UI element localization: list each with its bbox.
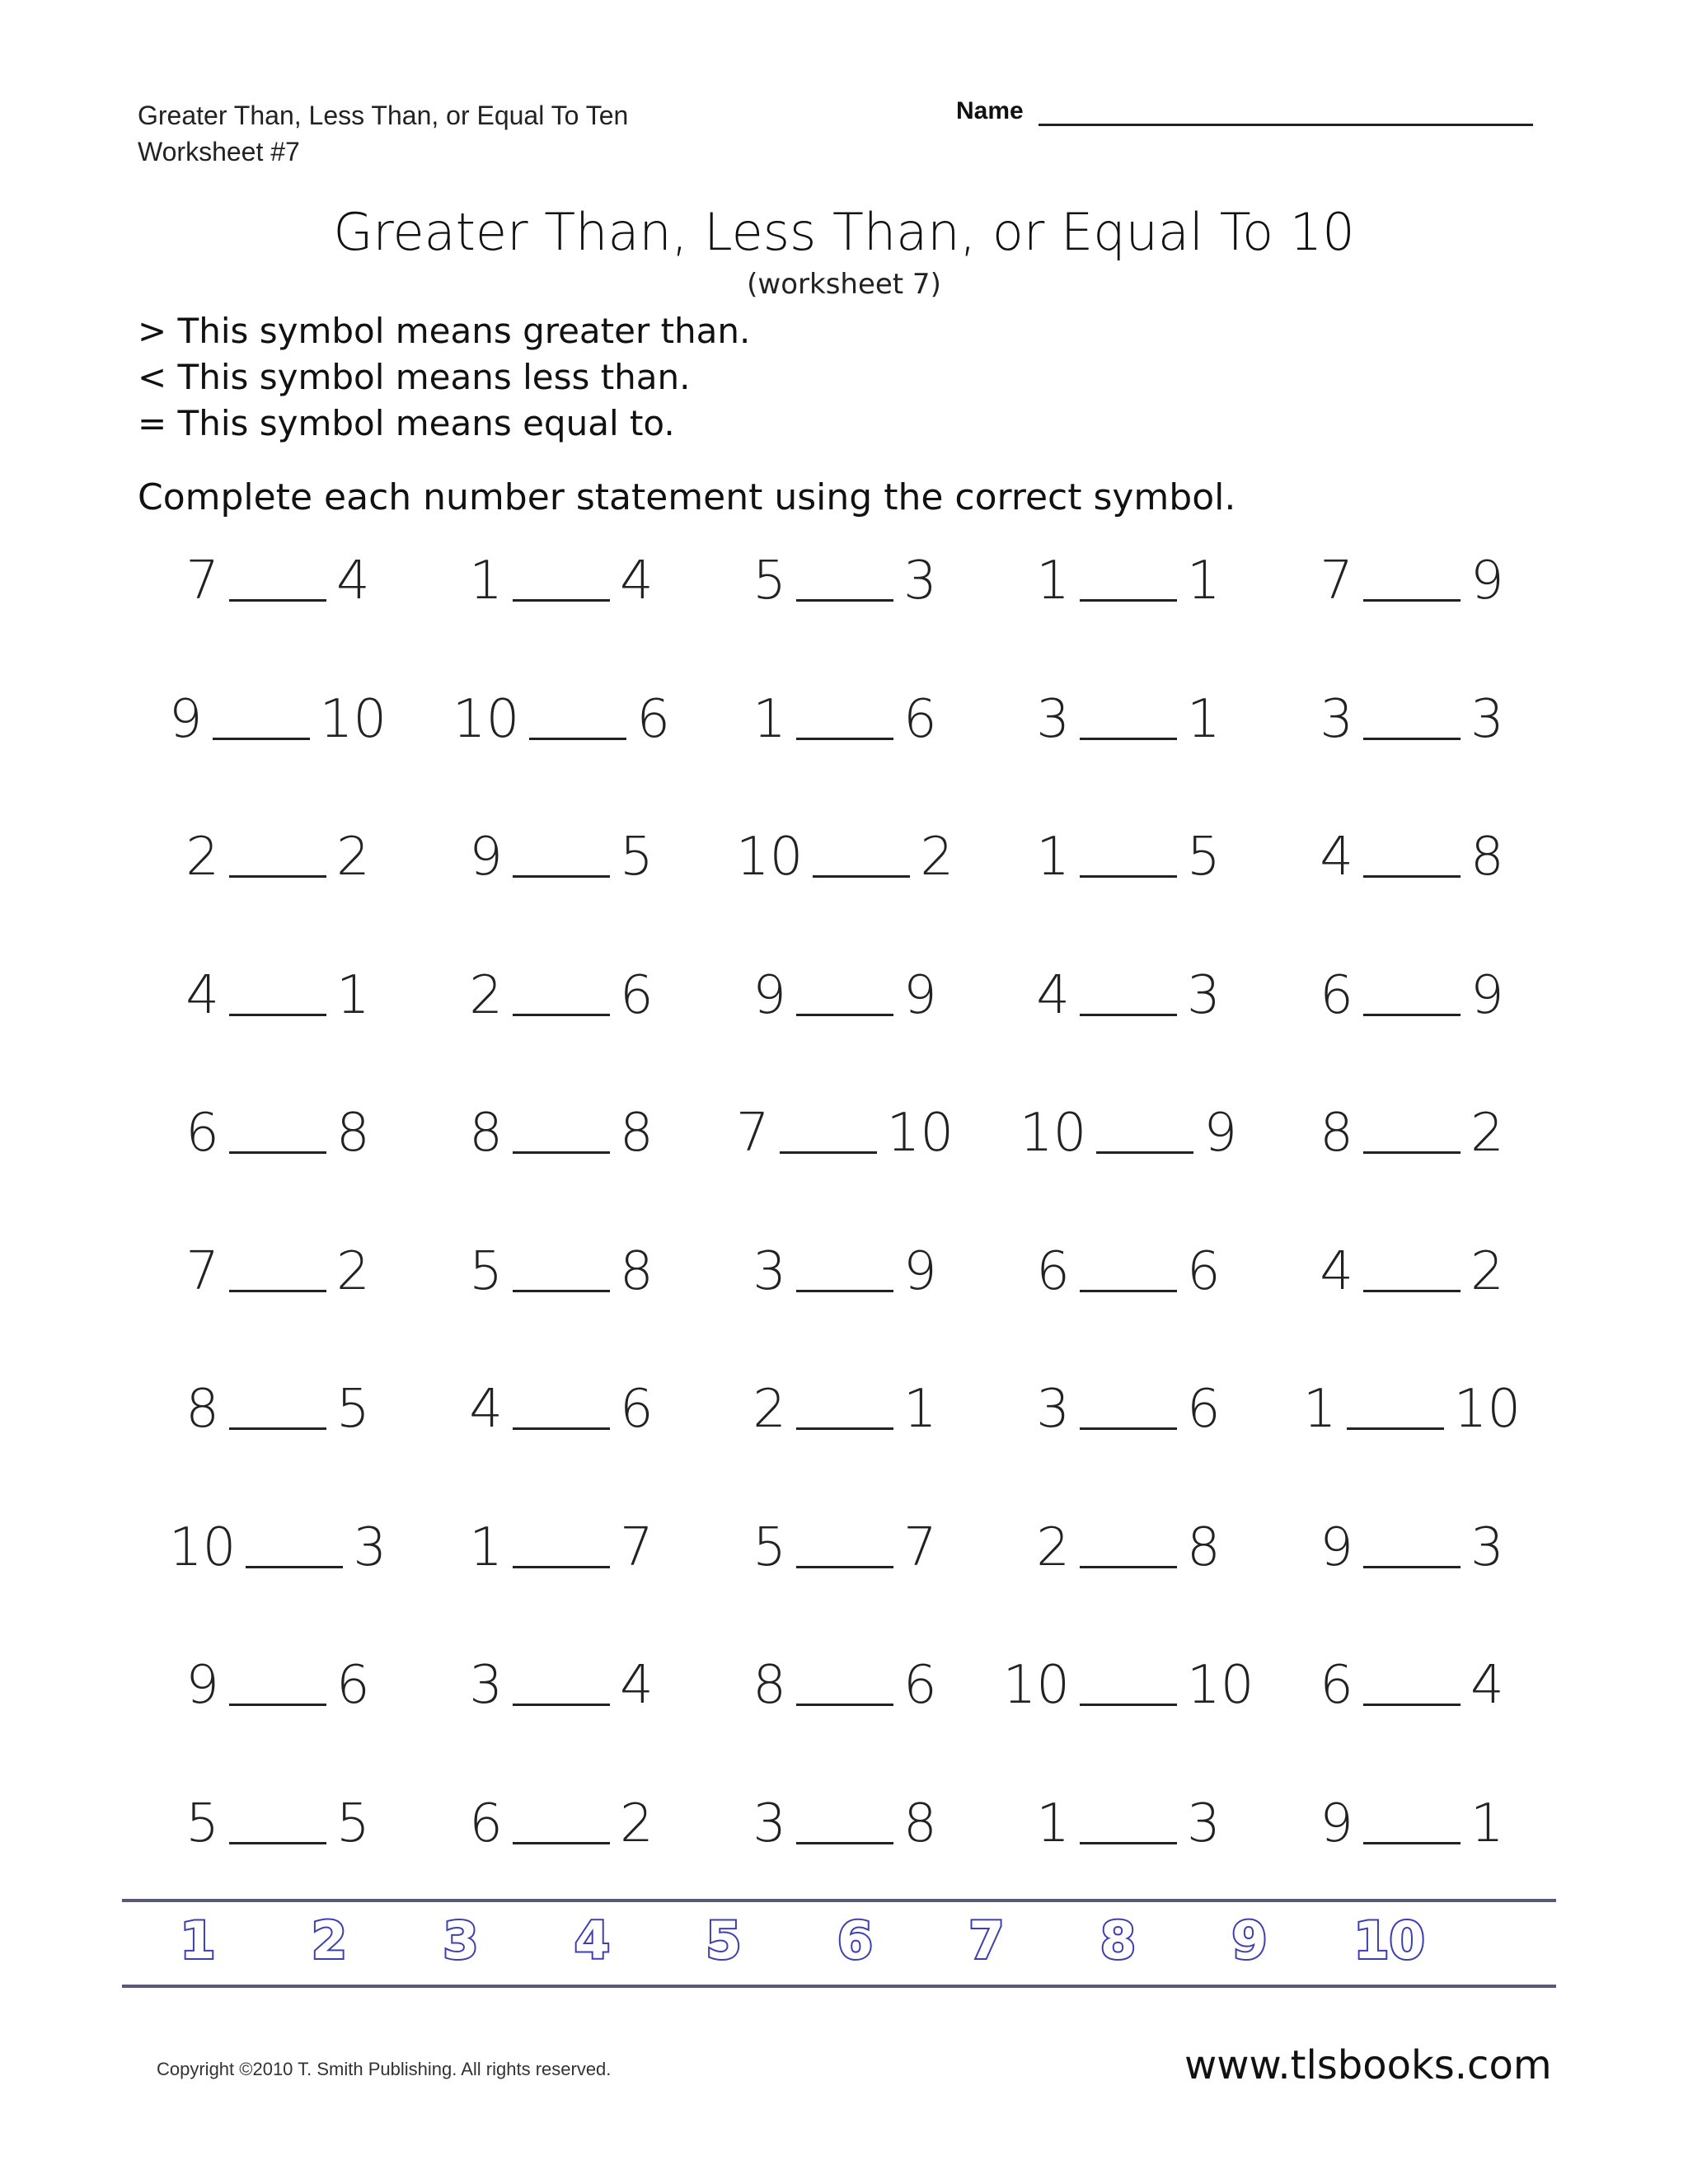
right-number: 2 <box>1470 1103 1504 1164</box>
answer-blank[interactable] <box>229 1842 326 1844</box>
legend-greater-than: > This symbol means greater than. <box>138 311 751 351</box>
right-number: 1 <box>1187 688 1221 750</box>
left-number: 3 <box>469 1655 503 1716</box>
left-number: 3 <box>1320 688 1353 750</box>
number-line-number: 8 <box>1100 1910 1137 1971</box>
page-title: Greater Than, Less Than, or Equal To 10 <box>333 202 1355 262</box>
problem-row <box>136 964 1554 1105</box>
right-number: 1 <box>1470 1793 1504 1854</box>
problem <box>136 1240 420 1302</box>
answer-blank[interactable] <box>1080 599 1177 602</box>
left-number: 10 <box>1019 1103 1087 1164</box>
right-number: 5 <box>336 1793 370 1854</box>
right-number: 3 <box>1470 1516 1504 1578</box>
left-number: 7 <box>1320 551 1353 612</box>
problem <box>1270 552 1554 610</box>
left-number: 10 <box>168 1516 237 1578</box>
problem <box>703 964 987 1026</box>
problem <box>136 1516 420 1578</box>
left-number: 10 <box>735 827 804 888</box>
left-number: 1 <box>1036 827 1070 888</box>
answer-blank[interactable] <box>229 1290 326 1292</box>
problem <box>1270 964 1554 1026</box>
right-number: 9 <box>903 964 937 1026</box>
answer-blank[interactable] <box>513 1704 610 1706</box>
answer-blank[interactable] <box>229 1151 326 1154</box>
number-line-number: 3 <box>443 1910 479 1971</box>
name-label: Name <box>956 97 1024 124</box>
right-number: 6 <box>1187 1379 1221 1440</box>
problem <box>420 1380 703 1438</box>
problem <box>136 828 420 886</box>
right-number: 4 <box>620 1655 654 1716</box>
left-number: 9 <box>168 688 203 750</box>
number-line-number: 10 <box>1353 1910 1425 1971</box>
answer-blank[interactable] <box>796 738 893 740</box>
answer-blank[interactable] <box>513 1842 610 1844</box>
left-number: 8 <box>753 1655 786 1716</box>
right-number: 6 <box>903 1655 937 1716</box>
problem <box>1270 1104 1554 1162</box>
answer-blank[interactable] <box>513 875 610 878</box>
left-number: 4 <box>185 964 219 1026</box>
problem <box>420 1795 703 1853</box>
left-number: 4 <box>1036 964 1070 1026</box>
problem <box>987 828 1270 886</box>
name-line <box>1039 124 1533 126</box>
name-field <box>956 92 1533 134</box>
copyright: Copyright ©2010 T. Smith Publishing. All rights reserved. <box>157 2059 612 2079</box>
left-number: 5 <box>753 1516 786 1578</box>
right-number: 2 <box>336 827 370 888</box>
header-title-line: Greater Than, Less Than, or Equal To Ten <box>138 101 629 130</box>
left-number: 7 <box>185 1240 219 1302</box>
right-number: 5 <box>1187 827 1221 888</box>
number-line-number: 4 <box>574 1910 611 1971</box>
problem <box>987 964 1270 1026</box>
left-number: 1 <box>469 1516 503 1578</box>
answer-blank[interactable] <box>513 1427 610 1430</box>
right-number: 4 <box>1470 1655 1504 1716</box>
left-number: 5 <box>753 551 786 612</box>
right-number: 1 <box>1187 551 1221 612</box>
problem-row <box>136 828 1554 967</box>
right-number: 7 <box>620 1516 654 1578</box>
right-number: 3 <box>353 1516 387 1578</box>
right-number: 9 <box>1470 964 1504 1026</box>
answer-blank[interactable] <box>1080 1566 1177 1568</box>
header-worksheet-number: Worksheet #7 <box>138 137 300 166</box>
right-number: 10 <box>1187 1655 1254 1716</box>
problem <box>703 552 987 610</box>
answer-blank[interactable] <box>529 738 626 740</box>
answer-blank[interactable] <box>229 875 326 878</box>
page-subtitle: (worksheet 7) <box>747 268 941 301</box>
answer-blank[interactable] <box>213 738 310 740</box>
answer-blank[interactable] <box>1080 1427 1177 1430</box>
problem <box>136 1380 420 1438</box>
left-number: 1 <box>1036 551 1070 612</box>
left-number: 4 <box>1320 1240 1353 1302</box>
problem <box>987 1240 1270 1302</box>
left-number: 8 <box>469 1103 503 1164</box>
answer-blank[interactable] <box>246 1566 343 1568</box>
legend-less-than: < This symbol means less than. <box>138 357 691 397</box>
right-number: 3 <box>1187 1793 1221 1854</box>
right-number: 8 <box>1470 827 1504 888</box>
number-line-number: 9 <box>1231 1910 1268 1971</box>
problem-row <box>136 1657 1554 1795</box>
number-line-number: 5 <box>706 1910 742 1971</box>
left-number: 6 <box>1320 1655 1353 1716</box>
answer-blank[interactable] <box>780 1151 877 1154</box>
left-number: 5 <box>185 1793 219 1854</box>
problem <box>420 1104 703 1162</box>
answer-blank[interactable] <box>1096 1151 1193 1154</box>
left-number: 2 <box>185 827 219 888</box>
answer-blank[interactable] <box>1363 599 1461 602</box>
problem <box>987 1795 1270 1853</box>
answer-blank[interactable] <box>229 1014 326 1016</box>
problem <box>136 1104 420 1162</box>
right-number: 5 <box>336 1379 370 1440</box>
right-number: 4 <box>336 551 370 612</box>
instructions: Complete each number statement using the correct symbol. <box>138 476 1236 518</box>
right-number: 10 <box>319 688 387 750</box>
left-number: 3 <box>1036 1379 1070 1440</box>
problem <box>987 688 1270 750</box>
right-number: 2 <box>620 1793 654 1854</box>
problem <box>136 1657 420 1714</box>
right-number: 3 <box>1470 688 1504 750</box>
answer-blank[interactable] <box>1363 1151 1461 1154</box>
answer-blank[interactable] <box>229 599 326 602</box>
left-number: 9 <box>469 827 503 888</box>
left-number: 7 <box>185 551 219 612</box>
header-left <box>138 97 628 170</box>
answer-blank[interactable] <box>1363 1704 1461 1706</box>
answer-blank[interactable] <box>796 1842 893 1844</box>
left-number: 9 <box>753 964 786 1026</box>
problem <box>1270 1795 1554 1853</box>
left-number: 10 <box>452 688 520 750</box>
left-number: 1 <box>1302 1379 1337 1440</box>
left-number: 9 <box>1320 1516 1353 1578</box>
answer-blank[interactable] <box>796 1427 893 1430</box>
left-number: 6 <box>1036 1240 1070 1302</box>
right-number: 6 <box>620 964 654 1026</box>
left-number: 8 <box>185 1379 219 1440</box>
right-number: 3 <box>903 551 937 612</box>
right-number: 6 <box>336 1655 370 1716</box>
problem-row <box>136 688 1554 829</box>
answer-blank[interactable] <box>229 1427 326 1430</box>
left-number: 1 <box>469 551 503 612</box>
answer-blank[interactable] <box>1080 1290 1177 1292</box>
right-number: 9 <box>1470 551 1504 612</box>
number-line-number: 2 <box>311 1910 348 1971</box>
right-number: 10 <box>1453 1379 1522 1440</box>
number-line-number: 6 <box>837 1910 874 1971</box>
answer-blank[interactable] <box>1080 738 1177 740</box>
website: www.tlsbooks.com <box>1184 2042 1552 2088</box>
left-number: 1 <box>1036 1793 1070 1854</box>
problem <box>987 1516 1270 1578</box>
answer-blank[interactable] <box>513 1151 610 1154</box>
problem <box>1270 1657 1554 1714</box>
problem-row <box>136 1240 1554 1381</box>
left-number: 2 <box>753 1379 786 1440</box>
problem <box>703 1380 987 1438</box>
answer-blank[interactable] <box>513 599 610 602</box>
problem <box>136 1795 420 1853</box>
problem <box>420 964 703 1026</box>
problem <box>1270 1516 1554 1578</box>
right-number: 6 <box>1187 1240 1221 1302</box>
problem <box>420 552 703 610</box>
left-number: 6 <box>185 1103 219 1164</box>
right-number: 4 <box>620 551 654 612</box>
right-number: 8 <box>903 1793 937 1854</box>
right-number: 5 <box>620 827 654 888</box>
problem <box>420 688 703 750</box>
legend-equal-to: = This symbol means equal to. <box>138 403 675 443</box>
right-number: 1 <box>336 964 370 1026</box>
left-number: 2 <box>1036 1516 1070 1578</box>
left-number: 4 <box>469 1379 503 1440</box>
left-number: 4 <box>1320 827 1353 888</box>
right-number: 1 <box>903 1379 937 1440</box>
left-number: 5 <box>469 1240 503 1302</box>
right-number: 2 <box>920 827 954 888</box>
answer-blank[interactable] <box>796 1290 893 1292</box>
problem-row <box>136 552 1554 691</box>
right-number: 8 <box>336 1103 370 1164</box>
problem <box>703 1240 987 1302</box>
problem <box>420 1516 703 1578</box>
answer-blank[interactable] <box>796 1566 893 1568</box>
right-number: 2 <box>1470 1240 1504 1302</box>
answer-blank[interactable] <box>1080 1704 1177 1706</box>
left-number: 6 <box>469 1793 503 1854</box>
problem <box>136 964 420 1026</box>
problem <box>420 828 703 886</box>
left-number: 3 <box>753 1240 786 1302</box>
right-number: 9 <box>903 1240 937 1302</box>
problem <box>703 688 987 750</box>
right-number: 8 <box>620 1103 654 1164</box>
answer-blank[interactable] <box>1363 1566 1461 1568</box>
left-number: 6 <box>1320 964 1353 1026</box>
right-number: 6 <box>636 688 671 750</box>
problem <box>703 1795 987 1853</box>
answer-blank[interactable] <box>513 1014 610 1016</box>
right-number: 3 <box>1187 964 1221 1026</box>
problem-row <box>136 1104 1554 1243</box>
answer-blank[interactable] <box>1363 1290 1461 1292</box>
answer-blank[interactable] <box>1080 1014 1177 1016</box>
number-line-number: 1 <box>180 1910 216 1971</box>
problem <box>420 1657 703 1714</box>
answer-blank[interactable] <box>1363 738 1461 740</box>
right-number: 7 <box>903 1516 937 1578</box>
problem <box>1270 688 1554 750</box>
problem-row <box>136 1380 1554 1519</box>
problem <box>1270 1380 1554 1438</box>
left-number: 2 <box>469 964 503 1026</box>
answer-blank[interactable] <box>796 1014 893 1016</box>
problem <box>136 552 420 610</box>
problem <box>1270 1240 1554 1302</box>
problem <box>136 688 420 750</box>
answer-blank[interactable] <box>1347 1427 1444 1430</box>
answer-blank[interactable] <box>796 599 893 602</box>
number-line <box>122 1899 1556 1988</box>
problem <box>420 1240 703 1302</box>
left-number: 9 <box>1320 1793 1353 1854</box>
number-line-number: 7 <box>968 1910 1005 1971</box>
right-number: 6 <box>620 1379 654 1440</box>
problem <box>987 552 1270 610</box>
left-number: 8 <box>1320 1103 1353 1164</box>
answer-blank[interactable] <box>1363 875 1461 878</box>
answer-blank[interactable] <box>1080 1842 1177 1844</box>
answer-blank[interactable] <box>1080 875 1177 878</box>
left-number: 3 <box>1036 688 1070 750</box>
problem <box>987 1657 1270 1714</box>
problem-row <box>136 1516 1554 1657</box>
right-number: 10 <box>886 1103 954 1164</box>
right-number: 8 <box>1187 1516 1221 1578</box>
left-number: 9 <box>185 1655 219 1716</box>
answer-blank[interactable] <box>1363 1842 1461 1844</box>
answer-blank[interactable] <box>513 1290 610 1292</box>
right-number: 2 <box>336 1240 370 1302</box>
left-number: 3 <box>753 1793 786 1854</box>
problem <box>703 828 987 886</box>
answer-blank[interactable] <box>796 1704 893 1706</box>
right-number: 8 <box>620 1240 654 1302</box>
problem <box>987 1104 1270 1162</box>
answer-blank[interactable] <box>513 1566 610 1568</box>
left-number: 10 <box>1002 1655 1070 1716</box>
problem <box>987 1380 1270 1438</box>
answer-blank[interactable] <box>1363 1014 1461 1016</box>
problem <box>703 1104 987 1162</box>
problem <box>1270 828 1554 886</box>
right-number: 9 <box>1203 1103 1238 1164</box>
left-number: 7 <box>735 1103 770 1164</box>
left-number: 1 <box>753 688 786 750</box>
problem-grid <box>136 552 1554 1933</box>
problem <box>703 1516 987 1578</box>
answer-blank[interactable] <box>229 1704 326 1706</box>
right-number: 6 <box>903 688 937 750</box>
answer-blank[interactable] <box>813 875 910 878</box>
symbol-legend <box>138 308 750 447</box>
problem <box>703 1657 987 1714</box>
